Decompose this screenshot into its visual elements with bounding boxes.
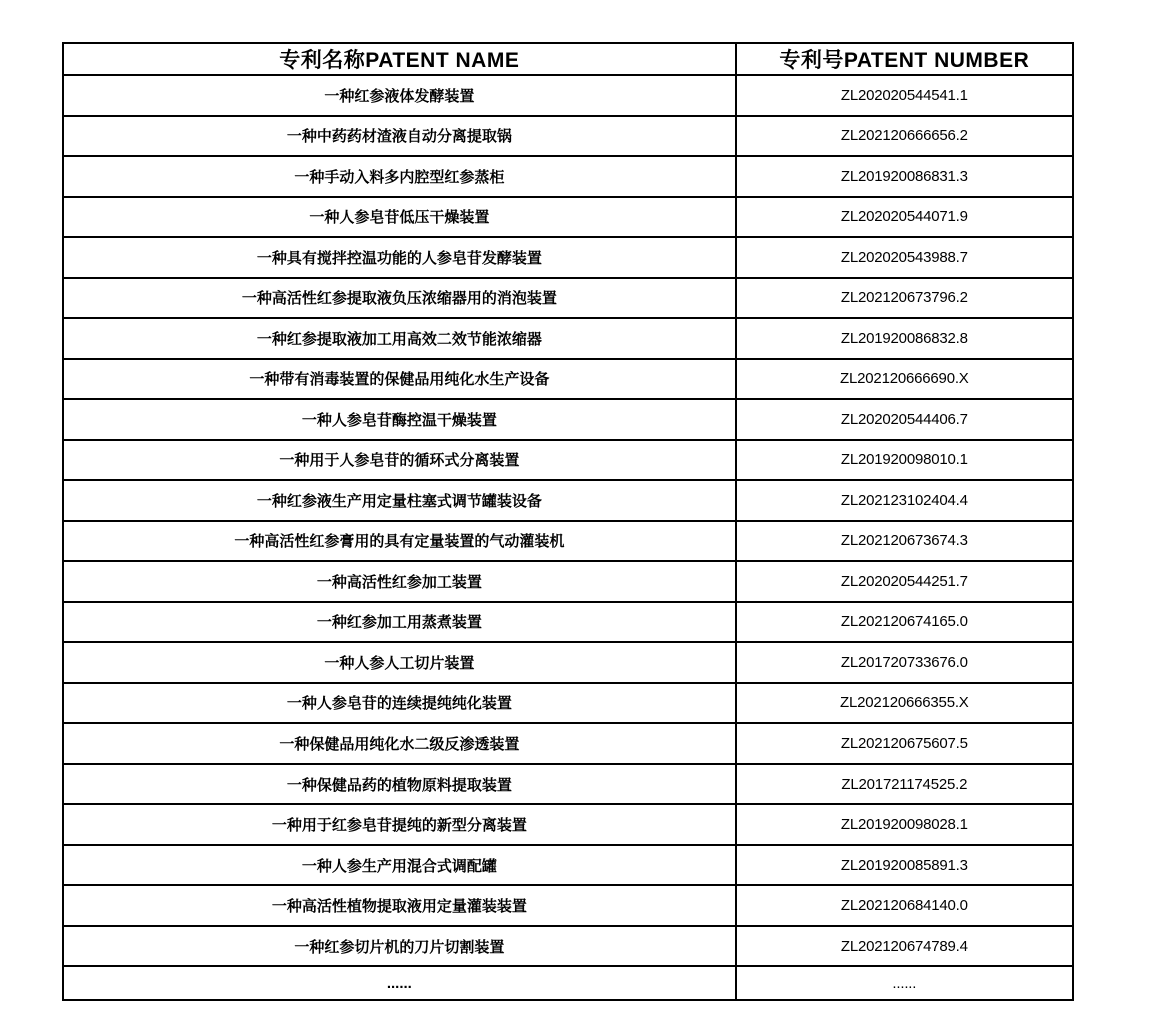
patent-number-cell: ZL202020544251.7 [736, 561, 1073, 602]
table-row [63, 156, 1073, 197]
patent-name-cell: 一种人参皂苷酶控温干燥装置 [63, 399, 736, 440]
patent-name-cell: ...... [63, 966, 736, 1000]
patent-name-cell: 一种高活性植物提取液用定量灌装装置 [63, 885, 736, 926]
patent-number-cell: ZL202020543988.7 [736, 237, 1073, 278]
table-row [63, 602, 1073, 643]
patent-number-cell: ZL202020544541.1 [736, 75, 1073, 116]
patent-number-cell: ZL202120674789.4 [736, 926, 1073, 967]
patent-number-cell: ZL201920086831.3 [736, 156, 1073, 197]
table-row [63, 966, 1073, 1000]
table-row [63, 804, 1073, 845]
patent-table [62, 42, 1074, 1001]
patent-number-cell: ZL201920085891.3 [736, 845, 1073, 886]
patent-name-cell: 一种红参加工用蒸煮装置 [63, 602, 736, 643]
table-row [63, 845, 1073, 886]
patent-number-cell: ZL201720733676.0 [736, 642, 1073, 683]
table-row [63, 399, 1073, 440]
header-row [63, 43, 1073, 75]
patent-name-cell: 一种用于红参皂苷提纯的新型分离装置 [63, 804, 736, 845]
table-row [63, 683, 1073, 724]
table-row [63, 764, 1073, 805]
patent-name-cell: 一种手动入料多内腔型红参蒸柜 [63, 156, 736, 197]
patent-name-cell: 一种保健品药的植物原料提取装置 [63, 764, 736, 805]
column-header-patent-number: 专利号PATENT NUMBER [736, 43, 1073, 75]
column-header-patent-name: 专利名称PATENT NAME [63, 43, 736, 75]
patent-name-cell: 一种高活性红参提取液负压浓缩器用的消泡装置 [63, 278, 736, 319]
table-row [63, 642, 1073, 683]
patent-table-header [63, 43, 1073, 75]
table-row [63, 75, 1073, 116]
patent-name-cell: 一种高活性红参加工装置 [63, 561, 736, 602]
table-row [63, 278, 1073, 319]
patent-number-cell: ZL201920098010.1 [736, 440, 1073, 481]
patent-number-cell: ZL201920098028.1 [736, 804, 1073, 845]
patent-number-cell: ZL202120666690.X [736, 359, 1073, 400]
patent-table-body [63, 75, 1073, 1000]
table-row [63, 440, 1073, 481]
patent-number-cell: ...... [736, 966, 1073, 1000]
patent-number-cell: ZL202020544406.7 [736, 399, 1073, 440]
table-row [63, 197, 1073, 238]
patent-number-cell: ZL202120666656.2 [736, 116, 1073, 157]
patent-name-cell: 一种人参人工切片装置 [63, 642, 736, 683]
patent-name-cell: 一种高活性红参膏用的具有定量装置的气动灌装机 [63, 521, 736, 562]
patent-name-cell: 一种用于人参皂苷的循环式分离装置 [63, 440, 736, 481]
patent-number-cell: ZL202120674165.0 [736, 602, 1073, 643]
patent-name-cell: 一种红参液体发酵装置 [63, 75, 736, 116]
table-row [63, 885, 1073, 926]
table-row [63, 318, 1073, 359]
patent-name-cell: 一种红参切片机的刀片切割装置 [63, 926, 736, 967]
table-row [63, 723, 1073, 764]
patent-name-cell: 一种红参提取液加工用高效二效节能浓缩器 [63, 318, 736, 359]
patent-number-cell: ZL201920086832.8 [736, 318, 1073, 359]
patent-name-cell: 一种带有消毒装置的保健品用纯化水生产设备 [63, 359, 736, 400]
patent-name-cell: 一种保健品用纯化水二级反渗透装置 [63, 723, 736, 764]
table-row [63, 480, 1073, 521]
patent-number-cell: ZL201721174525.2 [736, 764, 1073, 805]
patent-number-cell: ZL202123102404.4 [736, 480, 1073, 521]
table-row [63, 116, 1073, 157]
patent-name-cell: 一种中药药材渣液自动分离提取锅 [63, 116, 736, 157]
patent-number-cell: ZL202120675607.5 [736, 723, 1073, 764]
patent-name-cell: 一种人参皂苷的连续提纯纯化装置 [63, 683, 736, 724]
table-row [63, 359, 1073, 400]
patent-number-cell: ZL202120673796.2 [736, 278, 1073, 319]
patent-number-cell: ZL202120673674.3 [736, 521, 1073, 562]
table-row [63, 521, 1073, 562]
patent-number-cell: ZL202120684140.0 [736, 885, 1073, 926]
patent-name-cell: 一种具有搅拌控温功能的人参皂苷发酵装置 [63, 237, 736, 278]
patent-name-cell: 一种人参生产用混合式调配罐 [63, 845, 736, 886]
table-row [63, 561, 1073, 602]
patent-number-cell: ZL202120666355.X [736, 683, 1073, 724]
patent-name-cell: 一种人参皂苷低压干燥装置 [63, 197, 736, 238]
table-row [63, 237, 1073, 278]
table-row [63, 926, 1073, 967]
patent-number-cell: ZL202020544071.9 [736, 197, 1073, 238]
patent-name-cell: 一种红参液生产用定量柱塞式调节罐装设备 [63, 480, 736, 521]
